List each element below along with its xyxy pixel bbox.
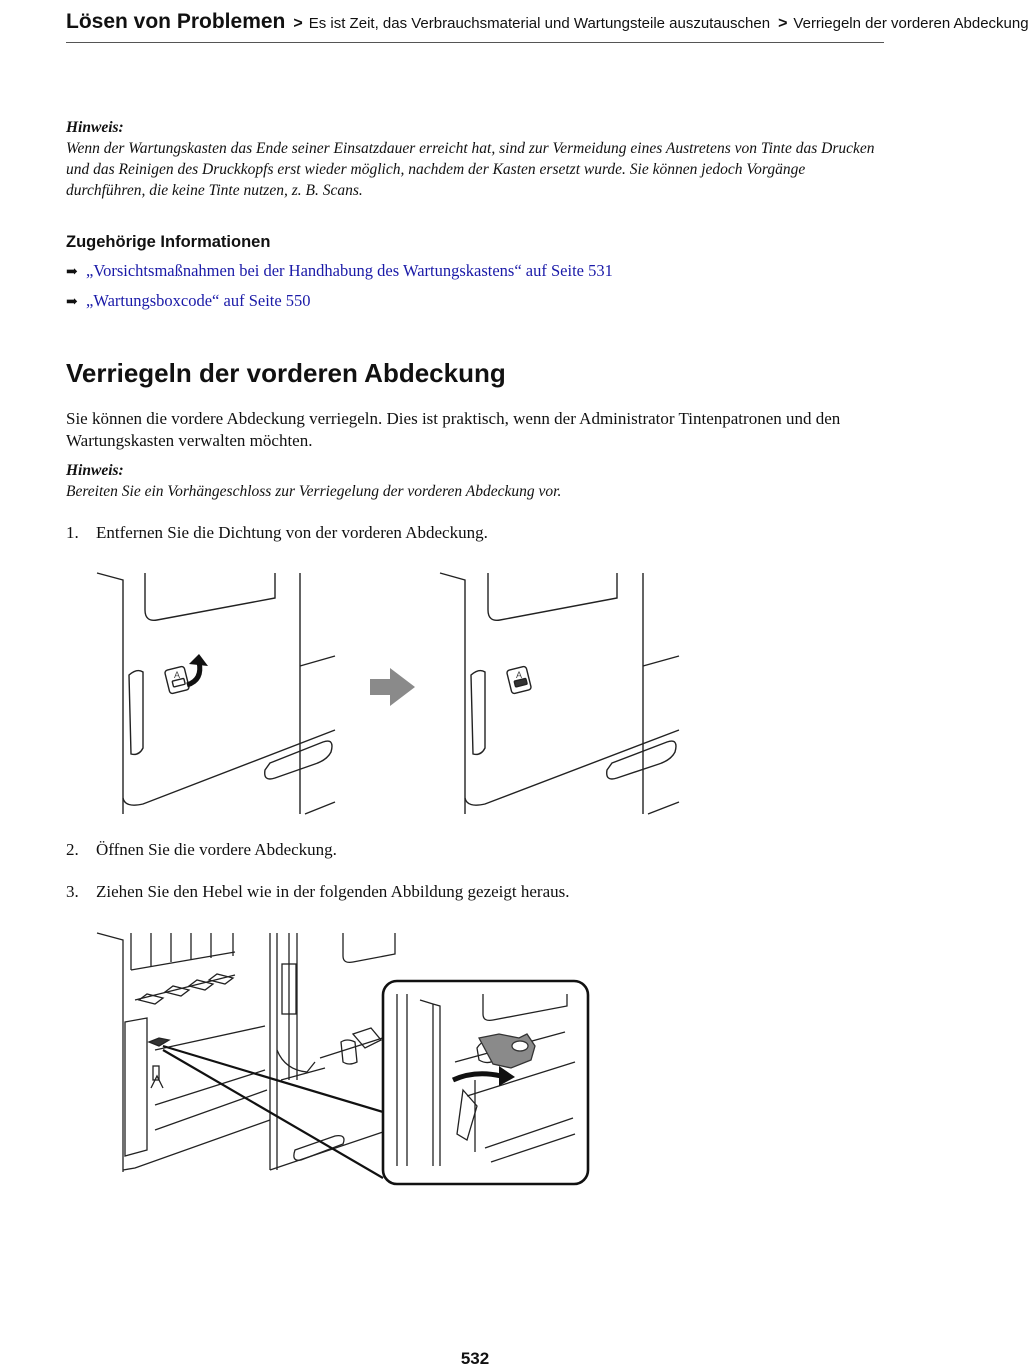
step-number: 2. — [66, 840, 79, 859]
note-text: Wenn der Wartungskasten das Ende seiner Einsatzdauer erreicht hat, sind zur Vermeidung eines Austretens von Tinte das Drucken und das Reinigen des Druckkopfs erst wieder möglich, nachdem der Kasten ersetzt wurde. Sie können jedoch Vorgänge durchführen, die keine Tinte nutzen, z. B. Scans. — [66, 140, 875, 199]
link-text[interactable]: „Vorsichtsmaßnahmen bei der Handhabung des Wartungskastens“ auf Seite 531 — [86, 261, 613, 280]
breadcrumb-item: Es ist Zeit, das Verbrauchsmaterial und Wartungsteile auszutauschen — [308, 15, 771, 32]
related-title: Zugehörige Informationen — [66, 233, 271, 251]
printer-front-after — [440, 573, 679, 814]
note-box — [66, 461, 884, 502]
note-title: Hinweis: — [66, 119, 124, 136]
section-title: Verriegeln der vorderen Abdeckung — [66, 358, 506, 388]
breadcrumb-item: Verriegeln der vorderen Abdeckung — [793, 15, 1029, 32]
arrow-right-icon: ➡ — [66, 265, 78, 280]
printer-front-before — [97, 573, 335, 814]
step-text: Öffnen Sie die vordere Abdeckung. — [96, 840, 337, 859]
note-title: Hinweis: — [66, 462, 124, 479]
note-box — [66, 118, 884, 201]
step-text: Entfernen Sie die Dichtung von der vorderen Abdeckung. — [96, 523, 488, 542]
running-header — [66, 10, 1029, 43]
section — [66, 358, 884, 389]
arrow-right-icon: ➡ — [66, 295, 78, 310]
seal-letter: A — [174, 670, 181, 680]
header-title: Lösen von Problemen — [66, 10, 286, 33]
arrow-right-icon — [370, 668, 415, 706]
step-text: Ziehen Sie den Hebel wie in der folgenden Abbildung gezeigt heraus. — [96, 882, 570, 901]
breadcrumb-separator: > — [293, 15, 303, 32]
lever-closeup — [383, 981, 588, 1184]
step-item — [66, 839, 884, 861]
note-text: Bereiten Sie ein Vorhängeschloss zur Verriegelung der vorderen Abdeckung vor. — [66, 483, 562, 500]
printer-interior — [97, 933, 395, 1172]
related-information — [66, 233, 884, 314]
figure-remove-seal — [95, 570, 685, 815]
step-number: 1. — [66, 523, 79, 542]
figure-pull-lever — [95, 930, 595, 1190]
related-link[interactable] — [66, 290, 884, 314]
breadcrumb-separator: > — [778, 15, 788, 32]
step-item — [66, 881, 884, 903]
section-intro: Sie können die vordere Abdeckung verriegeln. Dies ist praktisch, wenn der Administrator Tintenpatronen und den Wartungskasten verwalten möchten. — [66, 409, 841, 450]
step-number: 3. — [66, 882, 79, 901]
related-link[interactable] — [66, 260, 884, 284]
page-number: 532 — [460, 1349, 490, 1368]
link-text[interactable]: „Wartungsboxcode“ auf Seite 550 — [86, 291, 311, 310]
step-item — [66, 522, 884, 544]
seal-letter: A — [516, 670, 523, 680]
